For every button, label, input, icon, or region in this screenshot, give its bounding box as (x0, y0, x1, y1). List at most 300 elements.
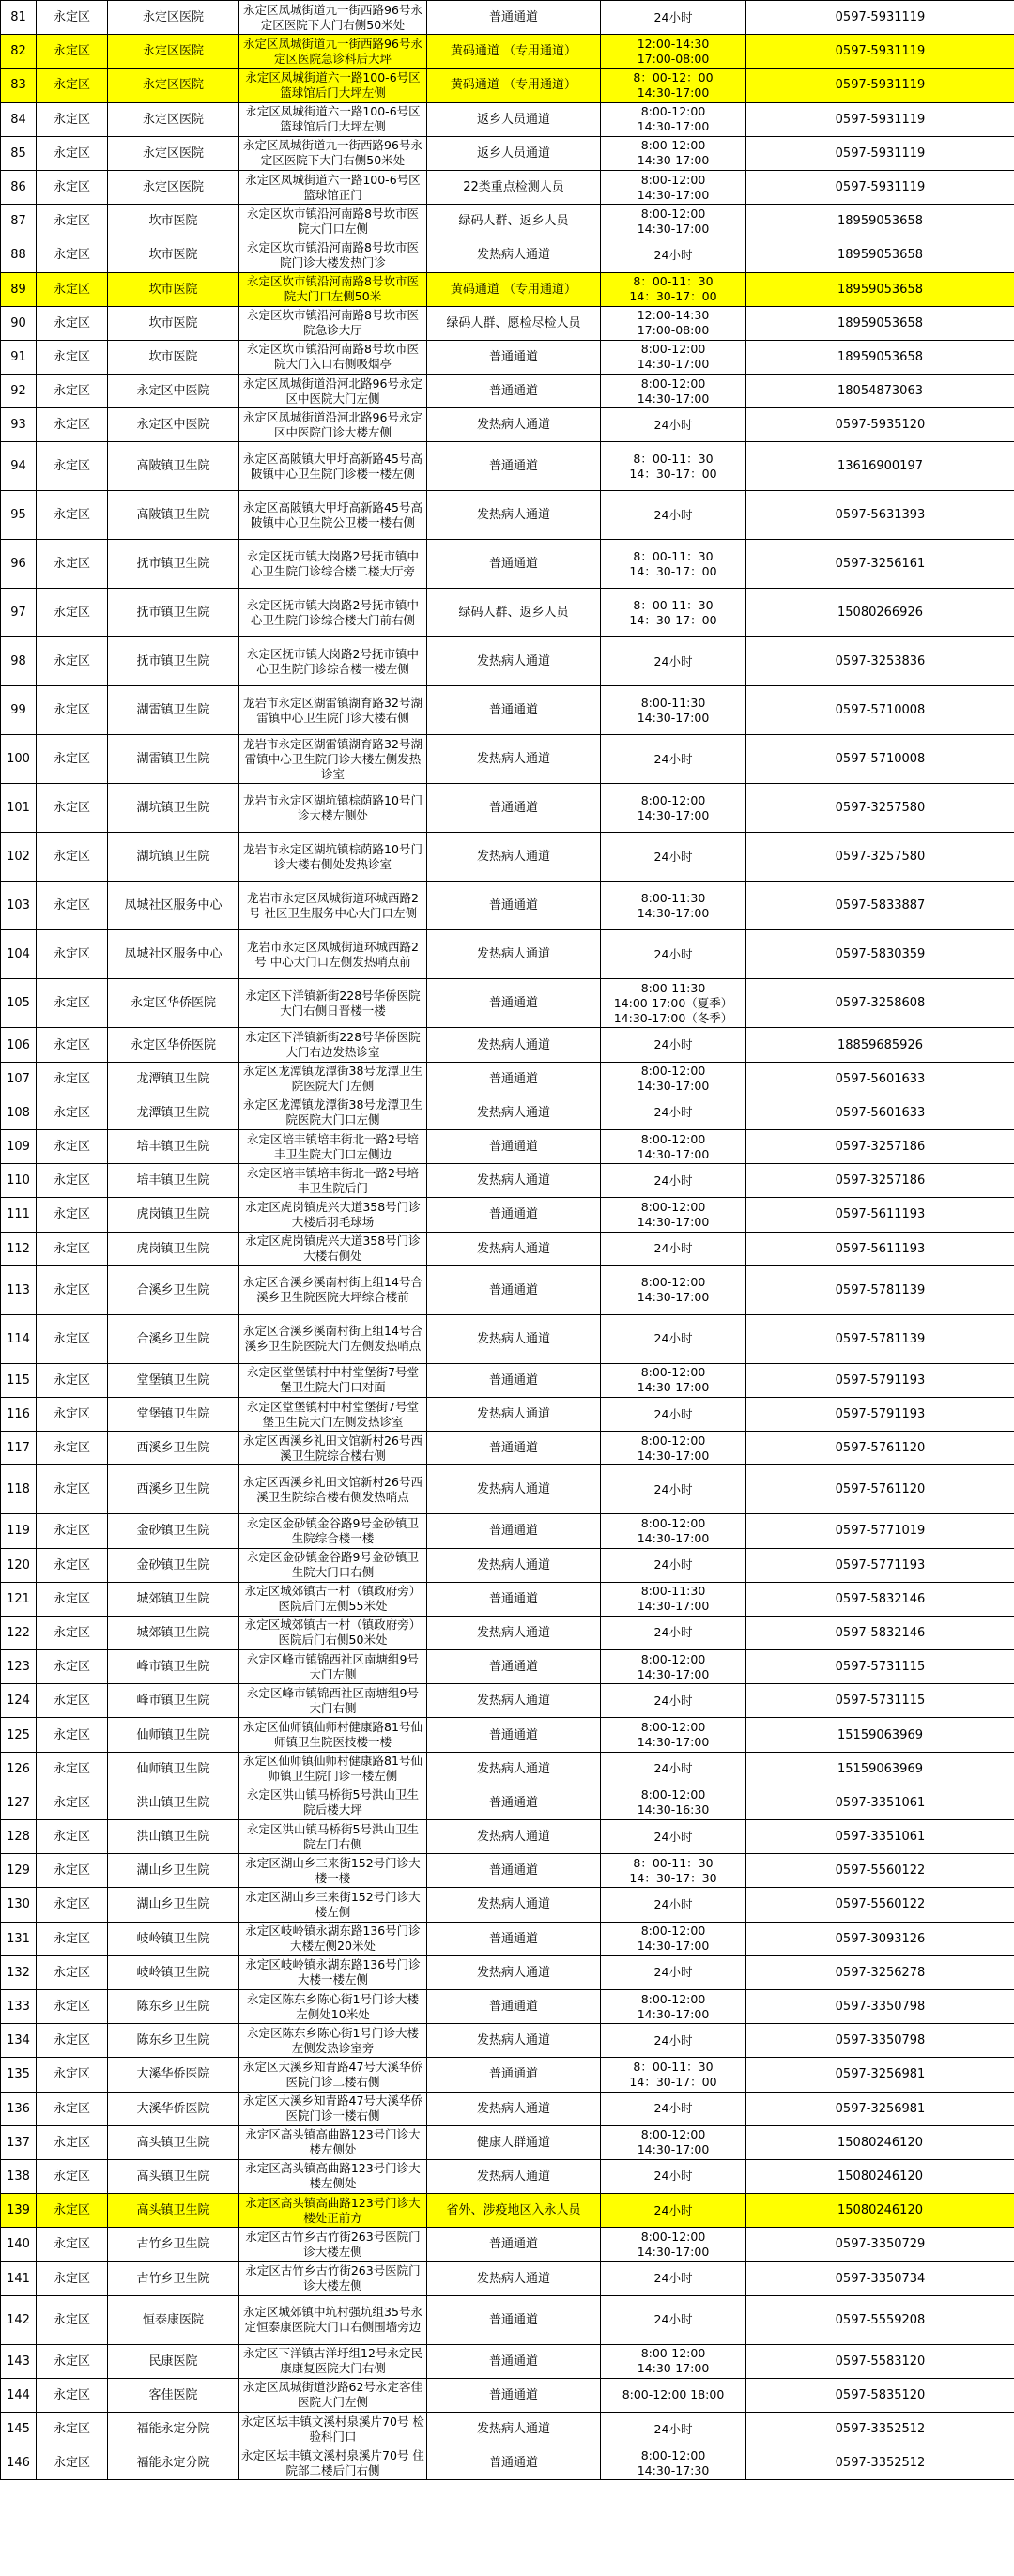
row-number-cell: 145 (1, 2413, 37, 2446)
phone-cell: 18959053658 (746, 238, 1014, 272)
address-cell: 永定区高头镇高曲路123号门诊大楼左侧处 (239, 2159, 427, 2193)
table-row (1, 1096, 1014, 1129)
hours-cell: 24小时 (601, 2194, 746, 2228)
site-name-cell: 龙潭镇卫生院 (108, 1096, 239, 1129)
hours-cell: 24小时 (601, 1397, 746, 1431)
channel-type-cell: 发热病人通道 (427, 1397, 601, 1431)
row-number-cell: 123 (1, 1650, 37, 1684)
address-cell: 永定区城郊镇古一村（镇政府旁）医院后门左侧55米处 (239, 1582, 427, 1616)
table-row (1, 306, 1014, 340)
site-name-cell: 培丰镇卫生院 (108, 1164, 239, 1198)
site-name-cell: 古竹乡卫生院 (108, 2262, 239, 2295)
channel-type-cell: 普通通道 (427, 375, 601, 408)
channel-type-cell: 发热病人通道 (427, 1955, 601, 1989)
table-row (1, 205, 1014, 238)
channel-type-cell: 发热病人通道 (427, 238, 601, 272)
hours-cell: 8：00-11：30 14：30-17：00 (601, 2058, 746, 2092)
row-number-cell: 96 (1, 540, 37, 589)
phone-cell: 0597-5611193 (746, 1232, 1014, 1265)
district-cell: 永定区 (37, 1397, 108, 1431)
table-row (1, 1265, 1014, 1314)
channel-type-cell: 普通通道 (427, 442, 601, 491)
table-row (1, 1397, 1014, 1431)
table-row (1, 1198, 1014, 1232)
district-cell: 永定区 (37, 1514, 108, 1548)
site-name-cell: 凤城社区服务中心 (108, 930, 239, 979)
hours-cell: 8:00-11:30 14:30-17:00 (601, 686, 746, 735)
row-number-cell: 109 (1, 1130, 37, 1164)
table-row (1, 442, 1014, 491)
phone-cell: 0597-5833887 (746, 882, 1014, 930)
table-row (1, 1432, 1014, 1465)
hours-cell: 8:00-12:00 14:30-17:00 (601, 205, 746, 238)
row-number-cell: 102 (1, 833, 37, 882)
row-number-cell: 107 (1, 1062, 37, 1096)
channel-type-cell: 发热病人通道 (427, 1232, 601, 1265)
address-cell: 永定区下洋镇新街228号华侨医院大门右边发热诊室 (239, 1028, 427, 1062)
district-cell: 永定区 (37, 979, 108, 1028)
phone-cell: 0597-3093126 (746, 1922, 1014, 1955)
channel-type-cell: 普通通道 (427, 1514, 601, 1548)
row-number-cell: 89 (1, 272, 37, 306)
phone-cell: 15080266926 (746, 589, 1014, 637)
row-number-cell: 98 (1, 637, 37, 686)
address-cell: 永定区凤城街道沿河北路96号永定区中医院大门左侧 (239, 375, 427, 408)
site-name-cell: 峰市镇卫生院 (108, 1650, 239, 1684)
site-name-cell: 合溪乡卫生院 (108, 1265, 239, 1314)
phone-cell: 0597-3350798 (746, 1989, 1014, 2023)
phone-cell: 18859685926 (746, 1028, 1014, 1062)
phone-cell: 0597-3257186 (746, 1130, 1014, 1164)
district-cell: 永定区 (37, 1989, 108, 2023)
site-name-cell: 虎岗镇卫生院 (108, 1232, 239, 1265)
hours-cell: 24小时 (601, 2262, 746, 2295)
district-cell: 永定区 (37, 1548, 108, 1582)
row-number-cell: 139 (1, 2194, 37, 2228)
site-name-cell: 坎市医院 (108, 205, 239, 238)
district-cell: 永定区 (37, 2228, 108, 2262)
phone-cell: 15080246120 (746, 2159, 1014, 2193)
site-name-cell: 湖山乡卫生院 (108, 1888, 239, 1922)
table-row (1, 882, 1014, 930)
table-row (1, 1616, 1014, 1649)
hours-cell: 24小时 (601, 930, 746, 979)
district-cell: 永定区 (37, 1062, 108, 1096)
address-cell: 永定区岐岭镇永湖东路136号门诊大楼左侧20米处 (239, 1922, 427, 1955)
table-row (1, 2159, 1014, 2193)
table-row (1, 238, 1014, 272)
channel-type-cell: 发热病人通道 (427, 1096, 601, 1129)
site-name-cell: 西溪乡卫生院 (108, 1465, 239, 1514)
row-number-cell: 113 (1, 1265, 37, 1314)
hours-cell: 8：00-11：30 14：30-17：00 (601, 540, 746, 589)
hours-cell: 24小时 (601, 2159, 746, 2193)
district-cell: 永定区 (37, 1684, 108, 1718)
table-row (1, 1989, 1014, 2023)
channel-type-cell: 普通通道 (427, 540, 601, 589)
district-cell: 永定区 (37, 306, 108, 340)
phone-cell: 15159063969 (746, 1718, 1014, 1752)
address-cell: 永定区抚市镇大岗路2号抚市镇中心卫生院门诊综合楼二楼大厅旁 (239, 540, 427, 589)
phone-cell: 0597-3256278 (746, 1955, 1014, 1989)
district-cell: 永定区 (37, 1314, 108, 1363)
channel-type-cell: 普通通道 (427, 1130, 601, 1164)
site-name-cell: 湖雷镇卫生院 (108, 735, 239, 784)
table-body (1, 1, 1014, 2480)
row-number-cell: 120 (1, 1548, 37, 1582)
table-row (1, 408, 1014, 442)
site-name-cell: 永定区医院 (108, 136, 239, 170)
channel-type-cell: 普通通道 (427, 2344, 601, 2378)
hours-cell: 24小时 (601, 735, 746, 784)
phone-cell: 0597-3257580 (746, 784, 1014, 833)
district-cell: 永定区 (37, 1164, 108, 1198)
hours-cell: 8:00-12:00 14:30-17:00 (601, 1130, 746, 1164)
site-name-cell: 湖坑镇卫生院 (108, 784, 239, 833)
hours-cell: 8:00-12:00 14:30-17:00 (601, 784, 746, 833)
address-cell: 永定区凤城街道沿河北路96号永定区中医院门诊大楼左侧 (239, 408, 427, 442)
site-name-cell: 永定区华侨医院 (108, 979, 239, 1028)
site-name-cell: 恒泰康医院 (108, 2295, 239, 2344)
row-number-cell: 121 (1, 1582, 37, 1616)
phone-cell: 0597-5583120 (746, 2344, 1014, 2378)
row-number-cell: 91 (1, 340, 37, 374)
district-cell: 永定区 (37, 1854, 108, 1888)
hours-cell: 24小时 (601, 1955, 746, 1989)
channel-type-cell: 普通通道 (427, 2058, 601, 2092)
address-cell: 永定区湖山乡三来街152号门诊大楼一楼 (239, 1854, 427, 1888)
site-name-cell: 洪山镇卫生院 (108, 1820, 239, 1854)
district-cell: 永定区 (37, 2125, 108, 2159)
table-row (1, 637, 1014, 686)
row-number-cell: 97 (1, 589, 37, 637)
district-cell: 永定区 (37, 408, 108, 442)
hours-cell: 8:00-12:00 14:30-17:00 (601, 1989, 746, 2023)
row-number-cell: 125 (1, 1718, 37, 1752)
table-row (1, 1, 1014, 35)
district-cell: 永定区 (37, 686, 108, 735)
hours-cell: 8：00-11：30 14：30-17：00 (601, 272, 746, 306)
channel-type-cell: 发热病人通道 (427, 491, 601, 540)
district-cell: 永定区 (37, 2159, 108, 2193)
channel-type-cell: 普通通道 (427, 1718, 601, 1752)
address-cell: 永定区高头镇高曲路123号门诊大楼左侧处 (239, 2125, 427, 2159)
channel-type-cell: 黄码通道 （专用通道） (427, 35, 601, 69)
district-cell: 永定区 (37, 1718, 108, 1752)
district-cell: 永定区 (37, 205, 108, 238)
hours-cell: 8:00-12:00 14:30-17:00 (601, 170, 746, 204)
table-row (1, 1786, 1014, 1819)
phone-cell: 0597-5832146 (746, 1616, 1014, 1649)
address-cell: 永定区凤城街道九一街西路96号永定区医院下大门右侧50米处 (239, 136, 427, 170)
district-cell: 永定区 (37, 784, 108, 833)
hours-cell: 8:00-12:00 14:30-17:30 (601, 2446, 746, 2480)
hours-cell: 8:00-12:00 14:30-17:00 (601, 2344, 746, 2378)
table-row (1, 2092, 1014, 2125)
address-cell: 永定区坎市镇沿河南路8号坎市医院大门口左侧 (239, 205, 427, 238)
table-row (1, 375, 1014, 408)
table-row (1, 35, 1014, 69)
channel-type-cell: 普通通道 (427, 784, 601, 833)
row-number-cell: 84 (1, 102, 37, 136)
site-name-cell: 虎岗镇卫生院 (108, 1198, 239, 1232)
channel-type-cell: 发热病人通道 (427, 1820, 601, 1854)
hours-cell: 24小时 (601, 1028, 746, 1062)
hours-cell: 8:00-12:00 14:30-17:00 (601, 1062, 746, 1096)
table-row (1, 2378, 1014, 2412)
phone-cell: 0597-5931119 (746, 102, 1014, 136)
channel-type-cell: 普通通道 (427, 1198, 601, 1232)
hours-cell: 8:00-12:00 14:30-17:00 (601, 2125, 746, 2159)
site-name-cell: 城郊镇卫生院 (108, 1616, 239, 1649)
row-number-cell: 108 (1, 1096, 37, 1129)
row-number-cell: 101 (1, 784, 37, 833)
table-row (1, 2295, 1014, 2344)
district-cell: 永定区 (37, 2295, 108, 2344)
channel-type-cell: 绿码人群、愿检尽检人员 (427, 306, 601, 340)
site-name-cell: 城郊镇卫生院 (108, 1582, 239, 1616)
row-number-cell: 119 (1, 1514, 37, 1548)
address-cell: 永定区洪山镇马桥街5号洪山卫生院后楼大坪 (239, 1786, 427, 1819)
table-row (1, 930, 1014, 979)
site-name-cell: 峰市镇卫生院 (108, 1684, 239, 1718)
hours-cell: 8:00-12:00 18:00 (601, 2378, 746, 2412)
site-name-cell: 坎市医院 (108, 306, 239, 340)
site-name-cell: 堂堡镇卫生院 (108, 1397, 239, 1431)
district-cell: 永定区 (37, 35, 108, 69)
row-number-cell: 92 (1, 375, 37, 408)
row-number-cell: 81 (1, 1, 37, 35)
site-name-cell: 抚市镇卫生院 (108, 637, 239, 686)
hours-cell: 8:00-12:00 14:30-17:00 (601, 2228, 746, 2262)
phone-cell: 0597-5771019 (746, 1514, 1014, 1548)
channel-type-cell: 发热病人通道 (427, 637, 601, 686)
table-row (1, 589, 1014, 637)
table-row (1, 1514, 1014, 1548)
district-cell: 永定区 (37, 1820, 108, 1854)
table-row (1, 491, 1014, 540)
phone-cell: 0597-3257186 (746, 1164, 1014, 1198)
address-cell: 永定区高头镇高曲路123号门诊大楼处正前方 (239, 2194, 427, 2228)
site-name-cell: 合溪乡卫生院 (108, 1314, 239, 1363)
hours-cell: 8:00-12:00 14:30-17:00 (601, 136, 746, 170)
site-name-cell: 永定区中医院 (108, 375, 239, 408)
channel-type-cell: 发热病人通道 (427, 2413, 601, 2446)
table-row (1, 1465, 1014, 1514)
phone-cell: 0597-5710008 (746, 735, 1014, 784)
hours-cell: 24小时 (601, 2024, 746, 2058)
address-cell: 永定区大溪乡知青路47号大溪华侨医院门诊二楼右侧 (239, 2058, 427, 2092)
district-cell: 永定区 (37, 170, 108, 204)
row-number-cell: 118 (1, 1465, 37, 1514)
hours-cell: 8:00-11:30 14:30-17:00 (601, 882, 746, 930)
table-row (1, 1028, 1014, 1062)
address-cell: 永定区高陂镇大甲圩高新路45号高陂镇中心卫生院公卫楼一楼右侧 (239, 491, 427, 540)
district-cell: 永定区 (37, 1888, 108, 1922)
site-name-cell: 坎市医院 (108, 238, 239, 272)
address-cell: 永定区下洋镇古洋圩组12号永定民康康复医院大门右侧 (239, 2344, 427, 2378)
district-cell: 永定区 (37, 2446, 108, 2480)
channel-type-cell: 普通通道 (427, 1, 601, 35)
district-cell: 永定区 (37, 1650, 108, 1684)
row-number-cell: 100 (1, 735, 37, 784)
address-cell: 永定区西溪乡礼田文馆新村26号西溪卫生院综合楼右侧发热哨点 (239, 1465, 427, 1514)
hours-cell: 8:00-11:30 14:00-17:00（夏季） 14:30-17:00（冬季） (601, 979, 746, 1028)
district-cell: 永定区 (37, 1363, 108, 1397)
site-name-cell: 仙师镇卫生院 (108, 1752, 239, 1786)
phone-cell: 0597-5791193 (746, 1397, 1014, 1431)
site-name-cell: 永定区医院 (108, 35, 239, 69)
phone-cell: 0597-5931119 (746, 69, 1014, 102)
address-cell: 永定区坎市镇沿河南路8号坎市医院大门口左侧50米 (239, 272, 427, 306)
channel-type-cell: 普通通道 (427, 1650, 601, 1684)
hours-cell: 8：00-11：30 14：30-17：00 (601, 442, 746, 491)
row-number-cell: 136 (1, 2092, 37, 2125)
hours-cell: 24小时 (601, 833, 746, 882)
address-cell: 永定区堂堡镇村中村堂堡街7号堂堡卫生院大门左侧发热诊室 (239, 1397, 427, 1431)
row-number-cell: 137 (1, 2125, 37, 2159)
table-row (1, 2413, 1014, 2446)
address-cell: 永定区古竹乡古竹街263号医院门诊大楼左侧 (239, 2228, 427, 2262)
hours-cell: 24小时 (601, 238, 746, 272)
address-cell: 永定区合溪乡溪南村街上组14号合溪乡卫生院医院大门左侧发热哨点 (239, 1314, 427, 1363)
hours-cell: 24小时 (601, 1164, 746, 1198)
address-cell: 永定区凤城街道六一路100-6号区篮球馆后门大坪左侧 (239, 69, 427, 102)
address-cell: 永定区坎市镇沿河南路8号坎市医院门诊大楼发热门诊 (239, 238, 427, 272)
row-number-cell: 134 (1, 2024, 37, 2058)
phone-cell: 15080246120 (746, 2125, 1014, 2159)
hours-cell: 8:00-12:00 14:30-17:00 (601, 1265, 746, 1314)
channel-type-cell: 发热病人通道 (427, 1314, 601, 1363)
district-cell: 永定区 (37, 1198, 108, 1232)
row-number-cell: 111 (1, 1198, 37, 1232)
row-number-cell: 110 (1, 1164, 37, 1198)
table-row (1, 1650, 1014, 1684)
row-number-cell: 112 (1, 1232, 37, 1265)
site-name-cell: 福能永定分院 (108, 2413, 239, 2446)
district-cell: 永定区 (37, 1752, 108, 1786)
address-cell: 龙岩市永定区湖雷镇湖育路32号湖雷镇中心卫生院门诊大楼右侧 (239, 686, 427, 735)
row-number-cell: 114 (1, 1314, 37, 1363)
district-cell: 永定区 (37, 102, 108, 136)
address-cell: 永定区坛丰镇文溪村泉溪片70号 检验科门口 (239, 2413, 427, 2446)
phone-cell: 0597-5761120 (746, 1432, 1014, 1465)
hours-cell: 8:00-12:00 14:30-17:00 (601, 340, 746, 374)
address-cell: 永定区合溪乡溪南村街上组14号合溪乡卫生院医院大坪综合楼前 (239, 1265, 427, 1314)
phone-cell: 0597-3253836 (746, 637, 1014, 686)
site-name-cell: 金砂镇卫生院 (108, 1514, 239, 1548)
table-row (1, 2024, 1014, 2058)
row-number-cell: 95 (1, 491, 37, 540)
phone-cell: 0597-3350729 (746, 2228, 1014, 2262)
site-name-cell: 岐岭镇卫生院 (108, 1955, 239, 1989)
district-cell: 永定区 (37, 1786, 108, 1819)
table-row (1, 2262, 1014, 2295)
row-number-cell: 88 (1, 238, 37, 272)
address-cell: 永定区仙师镇仙师村健康路81号仙师镇卫生院门诊一楼左侧 (239, 1752, 427, 1786)
channel-type-cell: 绿码人群、返乡人员 (427, 589, 601, 637)
hours-cell: 24小时 (601, 491, 746, 540)
table-row (1, 170, 1014, 204)
row-number-cell: 140 (1, 2228, 37, 2262)
channel-type-cell: 普通通道 (427, 686, 601, 735)
address-cell: 永定区凤城街道六一路100-6号区篮球馆后门大坪左侧 (239, 102, 427, 136)
phone-cell: 0597-5631393 (746, 491, 1014, 540)
site-name-cell: 永定区医院 (108, 102, 239, 136)
phone-cell: 0597-5611193 (746, 1198, 1014, 1232)
row-number-cell: 104 (1, 930, 37, 979)
district-cell: 永定区 (37, 491, 108, 540)
site-name-cell: 湖山乡卫生院 (108, 1854, 239, 1888)
row-number-cell: 133 (1, 1989, 37, 2023)
row-number-cell: 82 (1, 35, 37, 69)
row-number-cell: 138 (1, 2159, 37, 2193)
table-row (1, 686, 1014, 735)
hours-cell: 24小时 (601, 1820, 746, 1854)
phone-cell: 18054873063 (746, 375, 1014, 408)
address-cell: 永定区仙师镇仙师村健康路81号仙师镇卫生院医技楼一楼 (239, 1718, 427, 1752)
channel-type-cell: 省外、涉疫地区入永人员 (427, 2194, 601, 2228)
district-cell: 永定区 (37, 735, 108, 784)
hours-cell: 24小时 (601, 408, 746, 442)
address-cell: 永定区培丰镇培丰街北一路2号培丰卫生院后门 (239, 1164, 427, 1198)
phone-cell: 0597-5559208 (746, 2295, 1014, 2344)
site-name-cell: 永定区医院 (108, 170, 239, 204)
hours-cell: 24小时 (601, 637, 746, 686)
site-name-cell: 湖坑镇卫生院 (108, 833, 239, 882)
channel-type-cell: 黄码通道 （专用通道） (427, 69, 601, 102)
hours-cell: 8:00-12:00 14:30-17:00 (601, 1650, 746, 1684)
address-cell: 永定区峰市镇锦西社区南塘组9号大门右侧 (239, 1684, 427, 1718)
address-cell: 永定区坎市镇沿河南路8号坎市医院急诊大厅 (239, 306, 427, 340)
channel-type-cell: 普通通道 (427, 1432, 601, 1465)
address-cell: 永定区坎市镇沿河南路8号坎市医院大门入口右侧吸烟亭 (239, 340, 427, 374)
hours-cell: 8:00-12:00 14:30-17:00 (601, 1432, 746, 1465)
address-cell: 永定区金砂镇金谷路9号金砂镇卫生院综合楼一楼 (239, 1514, 427, 1548)
table-row (1, 2228, 1014, 2262)
district-cell: 永定区 (37, 540, 108, 589)
row-number-cell: 90 (1, 306, 37, 340)
address-cell: 永定区城郊镇中坑村强坑组35号永定恒泰康医院大门口右侧围墙旁边 (239, 2295, 427, 2344)
channel-type-cell: 普通通道 (427, 1854, 601, 1888)
address-cell: 永定区凤城街道六一路100-6号区篮球馆正门 (239, 170, 427, 204)
channel-type-cell: 发热病人通道 (427, 2092, 601, 2125)
phone-cell: 0597-5931119 (746, 1, 1014, 35)
row-number-cell: 115 (1, 1363, 37, 1397)
table-row (1, 1752, 1014, 1786)
table-row (1, 1854, 1014, 1888)
district-cell: 永定区 (37, 2344, 108, 2378)
site-name-cell: 高陂镇卫生院 (108, 491, 239, 540)
site-name-cell: 陈东乡卫生院 (108, 2024, 239, 2058)
channel-type-cell: 绿码人群、返乡人员 (427, 205, 601, 238)
site-name-cell: 仙师镇卫生院 (108, 1718, 239, 1752)
phone-cell: 0597-3256161 (746, 540, 1014, 589)
address-cell: 龙岩市永定区凤城街道环城西路2号 中心大门口左侧发热哨点前 (239, 930, 427, 979)
district-cell: 永定区 (37, 1265, 108, 1314)
site-name-cell: 龙潭镇卫生院 (108, 1062, 239, 1096)
hours-cell: 8:00-12:00 14:30-16:30 (601, 1786, 746, 1819)
table-row (1, 2446, 1014, 2480)
channel-type-cell: 普通通道 (427, 2378, 601, 2412)
district-cell: 永定区 (37, 833, 108, 882)
address-cell: 永定区大溪乡知青路47号大溪华侨医院门诊一楼右侧 (239, 2092, 427, 2125)
row-number-cell: 144 (1, 2378, 37, 2412)
table-row (1, 1582, 1014, 1616)
site-name-cell: 堂堡镇卫生院 (108, 1363, 239, 1397)
row-number-cell: 135 (1, 2058, 37, 2092)
channel-type-cell: 发热病人通道 (427, 2159, 601, 2193)
